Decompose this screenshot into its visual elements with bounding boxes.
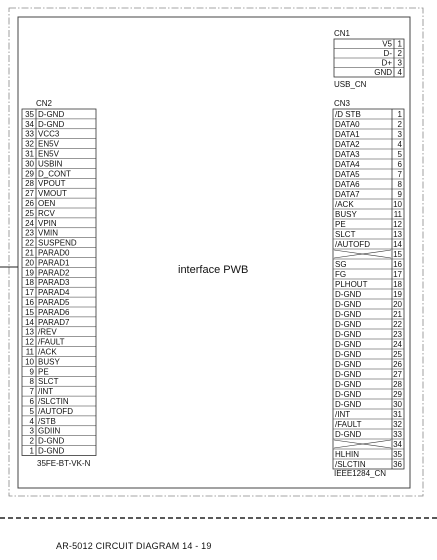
pin-number: 5 — [29, 406, 34, 416]
pin-signal: SLCT — [38, 377, 59, 387]
pin-number: 23 — [393, 330, 402, 339]
pin-signal: OEN — [38, 199, 56, 208]
connector-cn2 — [22, 99, 96, 468]
pin-signal: D-GND — [335, 390, 362, 399]
pin-number: 2 — [29, 436, 34, 446]
pin-signal: EN5V — [38, 139, 59, 149]
pin-signal: PARAD3 — [38, 278, 70, 288]
pin-signal: D+ — [381, 58, 392, 68]
pin-number: 11 — [393, 210, 402, 219]
cn1-ref: CN1 — [334, 29, 351, 38]
pin-signal: V5 — [382, 39, 392, 49]
board-label: interface PWB — [178, 264, 249, 276]
pin-signal: GDIIN — [38, 426, 61, 436]
pin-signal: DATA1 — [335, 130, 360, 139]
pin-number: 16 — [393, 260, 402, 269]
pin-signal: /FAULT — [38, 337, 65, 347]
footer-caption: AR-5012 CIRCUIT DIAGRAM 14 - 19 — [56, 541, 212, 551]
pin-number: 29 — [25, 169, 34, 179]
pin-number: 3 — [397, 58, 402, 68]
pin-signal: PARAD1 — [38, 258, 70, 268]
pin-signal: D-GND — [38, 119, 65, 129]
pin-number: 20 — [25, 258, 34, 268]
connector-cn3 — [333, 99, 404, 478]
pin-signal: VMIN — [38, 228, 58, 238]
pin-number: 13 — [25, 327, 34, 337]
pin-number: 33 — [25, 129, 34, 139]
cn3-pin-table — [333, 109, 404, 469]
cn1-part: USB_CN — [334, 80, 367, 89]
pin-number: 21 — [393, 310, 402, 319]
pin-signal: DATA4 — [335, 160, 360, 169]
pin-number: 17 — [393, 270, 402, 279]
pin-signal: D-GND — [38, 436, 65, 446]
pin-number: 29 — [393, 390, 402, 399]
pin-signal: FG — [335, 270, 347, 279]
pin-signal: PARAD4 — [38, 288, 70, 298]
pin-number: 7 — [397, 170, 402, 179]
cn2-pin-table — [22, 109, 96, 456]
pin-signal: DATA2 — [335, 140, 360, 149]
pin-number: 4 — [397, 140, 402, 149]
pin-signal: D-GND — [335, 350, 362, 359]
pin-signal: D-GND — [335, 290, 362, 299]
pin-signal: /STB — [38, 416, 56, 426]
pin-signal: RCV — [38, 208, 55, 218]
pin-signal: /D STB — [335, 110, 361, 119]
pin-number: 6 — [29, 397, 34, 406]
pin-signal: D- — [383, 49, 392, 58]
pin-signal: PARAD0 — [38, 248, 70, 258]
pin-number: 24 — [393, 340, 402, 349]
pin-number: 19 — [25, 268, 34, 278]
pin-number: 34 — [25, 119, 34, 129]
pin-number: 22 — [393, 320, 402, 329]
pin-number: 32 — [25, 139, 34, 149]
pin-number: 26 — [25, 199, 34, 208]
cn3-part: IEEE1284_CN — [334, 469, 387, 478]
pin-number: 14 — [25, 317, 34, 327]
pin-number: 16 — [25, 298, 34, 307]
pin-number: 1 — [397, 39, 402, 49]
pin-number: 20 — [393, 300, 402, 309]
pin-number: 5 — [397, 150, 402, 159]
pin-number: 24 — [25, 218, 34, 228]
pin-signal: SUSPEND — [38, 238, 77, 248]
pin-number: 12 — [393, 220, 402, 229]
pin-signal: D-GND — [335, 320, 362, 329]
pin-number: 15 — [393, 250, 402, 259]
pin-number: 28 — [393, 380, 402, 389]
pin-number: 32 — [393, 420, 402, 429]
pin-signal: /ACK — [335, 200, 354, 209]
pin-number: 9 — [397, 190, 402, 199]
pin-number: 30 — [25, 159, 34, 169]
pin-signal: PE — [335, 220, 346, 229]
pin-number: 30 — [393, 400, 402, 409]
pin-signal: VMOUT — [38, 189, 67, 199]
pin-signal: /SLCTIN — [335, 460, 366, 469]
pin-number: 21 — [25, 248, 34, 258]
pin-number: 36 — [393, 460, 402, 469]
pin-signal: DATA7 — [335, 190, 360, 199]
pin-number: 13 — [393, 230, 402, 239]
pin-signal: DATA5 — [335, 170, 360, 179]
pin-number: 15 — [25, 307, 34, 317]
pin-signal: PLHOUT — [335, 280, 368, 289]
pin-signal: D-GND — [335, 330, 362, 339]
pin-signal: SG — [335, 260, 347, 269]
pin-number: 4 — [29, 416, 34, 426]
pin-number: 33 — [393, 430, 402, 439]
pin-number: 6 — [397, 160, 402, 169]
pin-number: 2 — [397, 49, 402, 58]
pin-signal: BUSY — [335, 210, 357, 219]
pin-signal: D-GND — [335, 400, 362, 409]
pin-signal: D-GND — [38, 109, 65, 119]
pin-number: 18 — [25, 278, 34, 288]
pin-signal: /AUTOFD — [38, 406, 73, 416]
pin-number: 1 — [29, 446, 34, 456]
pin-number: 22 — [25, 238, 34, 248]
cn1-pin-table — [334, 39, 404, 77]
pin-signal: VPOUT — [38, 179, 66, 189]
pin-number: 3 — [397, 130, 402, 139]
cn2-part: 35FE-BT-VK-N — [37, 459, 91, 468]
pin-signal: /SLCTIN — [38, 397, 69, 406]
pin-number: 3 — [29, 426, 34, 436]
pin-number: 35 — [25, 109, 34, 119]
pin-number: 10 — [393, 200, 402, 209]
pin-signal: PARAD6 — [38, 307, 70, 317]
pin-number: 11 — [25, 347, 34, 357]
pin-signal: VPIN — [38, 218, 57, 228]
pin-signal: /ACK — [38, 347, 57, 357]
pin-signal: EN5V — [38, 149, 59, 159]
pin-signal: D-GND — [335, 360, 362, 369]
pin-signal: /AUTOFD — [335, 240, 370, 249]
pin-number: 17 — [25, 288, 34, 298]
pin-number: 12 — [25, 337, 34, 347]
pin-signal: PARAD2 — [38, 268, 70, 278]
pin-number: 25 — [393, 350, 402, 359]
pin-number: 9 — [29, 367, 34, 377]
pin-number: 10 — [25, 357, 34, 367]
cn2-ref: CN2 — [36, 99, 53, 108]
pin-number: 31 — [25, 149, 34, 159]
pin-number: 25 — [25, 208, 34, 218]
pin-signal: USBIN — [38, 159, 63, 169]
pin-number: 34 — [393, 440, 402, 449]
pin-number: 7 — [29, 387, 34, 397]
pin-signal: D-GND — [335, 310, 362, 319]
pin-signal: D_CONT — [38, 169, 71, 179]
pin-number: 35 — [393, 450, 402, 459]
pin-number: 14 — [393, 240, 402, 249]
pin-signal: D-GND — [335, 340, 362, 349]
pin-number: 26 — [393, 360, 402, 369]
pin-signal: SLCT — [335, 230, 356, 239]
pin-signal: PARAD5 — [38, 298, 70, 307]
pin-number: 23 — [25, 228, 34, 238]
pin-number: 18 — [393, 280, 402, 289]
pin-number: 19 — [393, 290, 402, 299]
pin-number: 4 — [397, 68, 402, 77]
pin-number: 28 — [25, 179, 34, 189]
pin-signal: PE — [38, 367, 49, 377]
pin-signal: /INT — [335, 410, 351, 419]
pin-signal: DATA0 — [335, 120, 360, 129]
pin-signal: /INT — [38, 387, 54, 397]
pin-signal: D-GND — [335, 370, 362, 379]
pin-signal: DATA6 — [335, 180, 360, 189]
pin-number: 1 — [397, 110, 402, 119]
pin-signal: D-GND — [335, 430, 362, 439]
pin-signal: GND — [374, 68, 392, 77]
pin-number: 27 — [393, 370, 402, 379]
pin-signal: DATA3 — [335, 150, 360, 159]
pin-signal: BUSY — [38, 357, 60, 367]
pin-signal: D-GND — [38, 446, 65, 456]
pin-signal: /FAULT — [335, 420, 362, 429]
pin-signal: HLHIN — [335, 450, 360, 459]
pin-signal: PARAD7 — [38, 317, 70, 327]
pin-number: 2 — [397, 120, 402, 129]
connector-cn1 — [334, 29, 404, 89]
pin-signal: D-GND — [335, 380, 362, 389]
pin-number: 31 — [393, 410, 402, 419]
pin-number: 8 — [397, 180, 402, 189]
pin-signal: VCC3 — [38, 129, 60, 139]
pin-number: 27 — [25, 189, 34, 199]
pin-signal: /REV — [38, 327, 57, 337]
pin-number: 8 — [29, 377, 34, 387]
pin-signal: D-GND — [335, 300, 362, 309]
cn3-ref: CN3 — [334, 99, 351, 108]
